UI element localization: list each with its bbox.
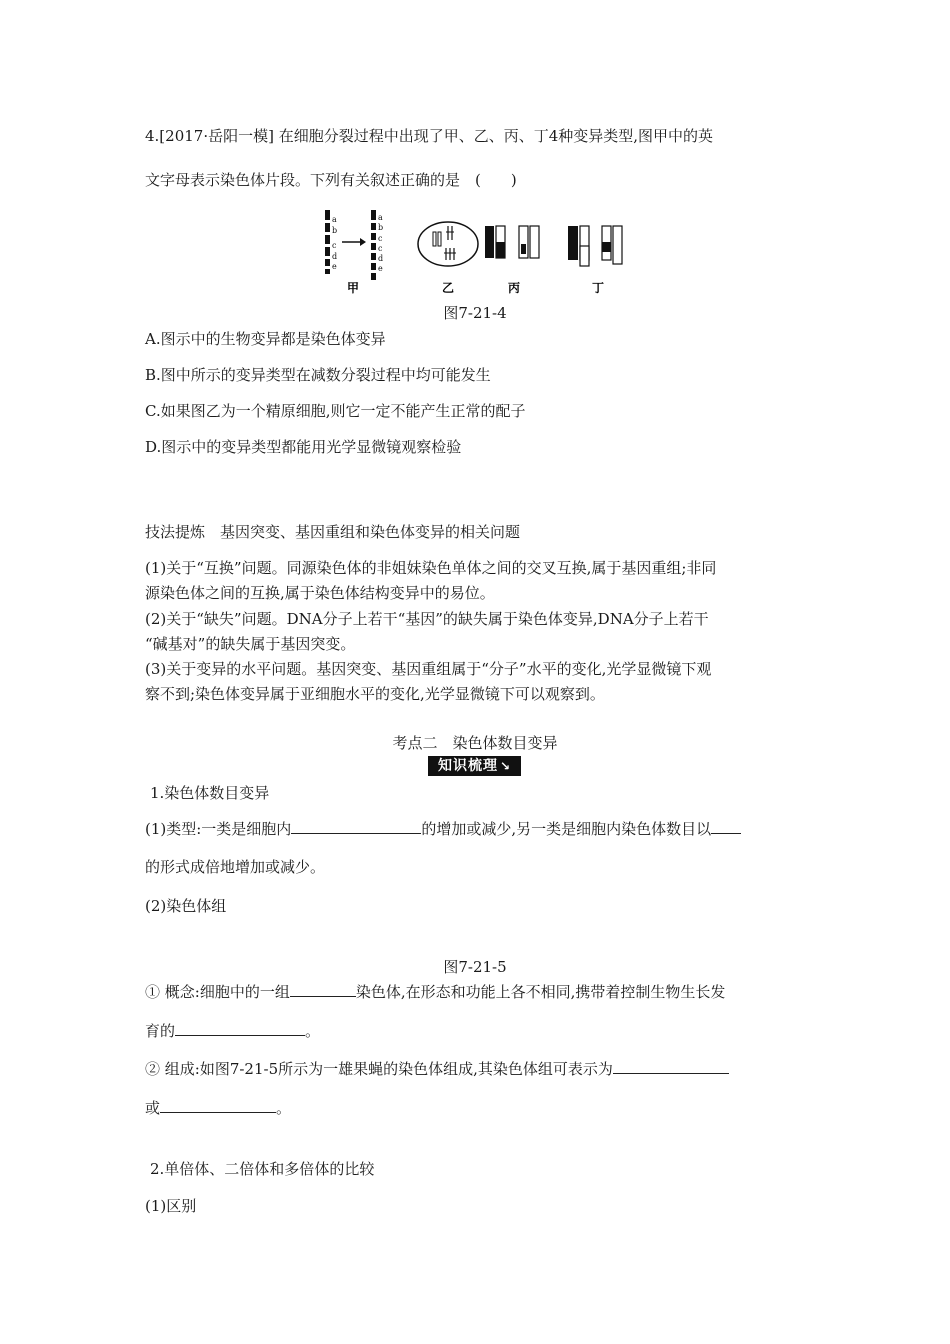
option-d: D.图示中的变异类型都能用光学显微镜观察检验 (145, 438, 462, 456)
letter-d-right: d (378, 254, 384, 263)
compose-text-c: 。 (276, 1099, 292, 1117)
blank-5[interactable] (613, 1059, 729, 1074)
knowledge-badge (428, 756, 521, 776)
figure-7-21-4 (320, 208, 640, 298)
compose-text-b: 或 (145, 1099, 161, 1117)
chromosome-group-heading: (2)染色体组 (145, 897, 227, 915)
compose-line (145, 1059, 729, 1079)
concept-text-d: 。 (305, 1022, 321, 1040)
option-a: A.图示中的生物变异都是染色体变异 (145, 330, 386, 348)
subsection-1: 1.染色体数目变异 (150, 784, 270, 802)
option-c: C.如果图乙为一个精原细胞,则它一定不能产生正常的配子 (145, 402, 526, 420)
concept-line-2 (145, 1021, 320, 1041)
chromosomes-ding (568, 226, 622, 266)
chromosomes-bing (485, 226, 539, 258)
label-ding: 丁 (592, 281, 605, 295)
tips-title: 技法提炼 基因突变、基因重组和染色体变异的相关问题 (145, 523, 521, 541)
section-heading: 考点二 染色体数目变异 (392, 734, 558, 752)
type-line-2: 的形式成倍地增加或减少。 (145, 858, 326, 876)
question-line-2: 文字母表示染色体片段。下列有关叙述正确的是 ( ) (145, 171, 517, 189)
blank-6[interactable] (160, 1098, 276, 1113)
label-bing: 丙 (508, 281, 521, 295)
figure-caption-7-21-5: 图7-21-5 (443, 958, 507, 976)
letter-b-right: b (378, 223, 384, 232)
tips-p1b: 源染色体之间的互换,属于染色体结构变异中的易位。 (145, 584, 495, 602)
tips-p3a: (3)关于变异的水平问题。基因突变、基因重组属于“分子”水平的变化,光学显微镜下观 (145, 660, 712, 678)
option-b: B.图中所示的变异类型在减数分裂过程中均可能发生 (145, 366, 491, 384)
tips-p2a: (2)关于“缺失”问题。DNA分子上若干“基因”的缺失属于染色体变异,DNA分子上若干 (145, 610, 709, 628)
arrow-icon (342, 238, 366, 246)
letter-b-left: b (332, 226, 338, 235)
blank-4[interactable] (175, 1021, 305, 1036)
concept-line (145, 982, 725, 1002)
concept-text-b: 染色体,在形态和功能上各不相同,携带着控制生物生长发 (355, 983, 726, 1001)
concept-text-a: ① 概念:细胞中的一组 (145, 983, 290, 1001)
compose-text-a: ② 组成:如图7-21-5所示为一雄果蝇的染色体组成,其染色体组可表示为 (145, 1060, 613, 1078)
cell-yi (418, 222, 478, 266)
letter-c-left: c (332, 241, 337, 250)
blank-3[interactable] (290, 982, 356, 997)
letter-e-left: e (332, 262, 337, 271)
tips-p2b: “碱基对”的缺失属于基因突变。 (145, 635, 356, 653)
blank-1[interactable] (291, 819, 421, 834)
type-line (145, 819, 741, 839)
question-line-1: 4.[2017·岳阳一模] 在细胞分裂过程中出现了甲、乙、丙、丁4种变异类型,图甲中的英 (145, 127, 714, 145)
letter-d-left: d (332, 252, 338, 261)
tips-p3b: 察不到;染色体变异属于亚细胞水平的变化,光学显微镜下可以观察到。 (145, 685, 605, 703)
label-yi: 乙 (442, 281, 455, 295)
tips-p1a: (1)关于“互换”问题。同源染色体的非姐妹染色单体之间的交叉互换,属于基因重组;非同 (145, 559, 717, 577)
letter-c2-right: c (378, 244, 383, 253)
compose-line-2 (145, 1098, 291, 1118)
type-text-b: 的增加或减少,另一类是细胞内染色体数目以 (421, 820, 712, 838)
concept-text-c: 育的 (145, 1022, 176, 1040)
badge-label: 知识梳理 (437, 758, 498, 774)
letter-a-right: a (378, 213, 383, 222)
badge-arrow-icon: ↘ (499, 759, 512, 773)
letter-c1-right: c (378, 234, 383, 243)
type-text-a: (1)类型:一类是细胞内 (145, 820, 292, 838)
blank-2[interactable] (711, 819, 741, 834)
chromosome-jia-left (325, 210, 330, 274)
letter-a-left: a (332, 215, 337, 224)
letter-e-right: e (378, 264, 383, 273)
figure-caption-7-21-4: 图7-21-4 (443, 304, 507, 322)
chromosome-jia-right (371, 210, 376, 280)
label-jia: 甲 (347, 281, 360, 295)
subsection-2: 2.单倍体、二倍体和多倍体的比较 (150, 1160, 375, 1178)
difference-heading: (1)区别 (145, 1197, 197, 1215)
